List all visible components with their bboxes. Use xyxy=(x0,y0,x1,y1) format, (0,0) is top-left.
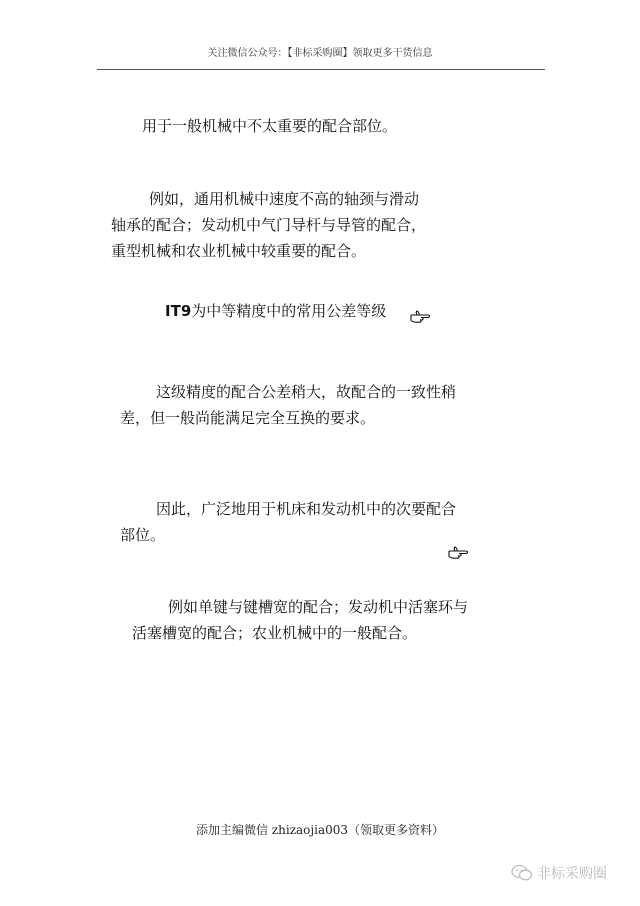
heading-text: 为中等精度中的常用公差等级 xyxy=(191,302,387,320)
watermark xyxy=(511,863,607,883)
paragraph-2-line-3: 重型机械和农业机械中较重要的配合。 xyxy=(111,242,367,260)
paragraph-6-line-1: 例如单键与键槽宽的配合；发动机中活塞环与 xyxy=(168,598,469,616)
paragraph-2-line-2: 轴承的配合；发动机中气门导杆与导管的配合， xyxy=(111,216,427,234)
paragraph-6 xyxy=(132,594,468,646)
pointing-hand-icon xyxy=(410,310,430,324)
paragraph-4-line-1: 这级精度的配合公差稍大，故配合的一致性稍 xyxy=(156,383,457,401)
paragraph-6-line-2: 活塞槽宽的配合；农业机械中的一般配合。 xyxy=(132,624,418,642)
paragraph-2-line-1: 例如，通用机械中速度不高的轴颈与滑动 xyxy=(149,190,420,208)
section-heading xyxy=(165,300,386,321)
paragraph-4-line-2: 差，但一般尚能满足完全互换的要求。 xyxy=(120,409,376,427)
watermark-text: 非标采购圈 xyxy=(537,866,607,882)
wechat-icon xyxy=(511,864,533,882)
pointing-hand-icon xyxy=(448,546,468,560)
page-footer: 添加主编微信 zhizaojia003（领取更多资料） xyxy=(195,823,445,837)
paragraph-5 xyxy=(120,496,456,548)
paragraph-5-line-1: 因此，广泛地用于机床和发动机中的次要配合 xyxy=(156,500,457,518)
page-header: 关注微信公众号：【非标采购圈】领取更多干货信息 xyxy=(207,48,433,59)
paragraph-5-line-2: 部位。 xyxy=(120,526,166,544)
heading-code: IT9 xyxy=(165,302,192,320)
paragraph-4 xyxy=(120,379,456,431)
paragraph-1: 用于一般机械中不太重要的配合部位。 xyxy=(142,117,398,135)
paragraph-2 xyxy=(111,186,426,264)
header-divider xyxy=(97,69,545,70)
